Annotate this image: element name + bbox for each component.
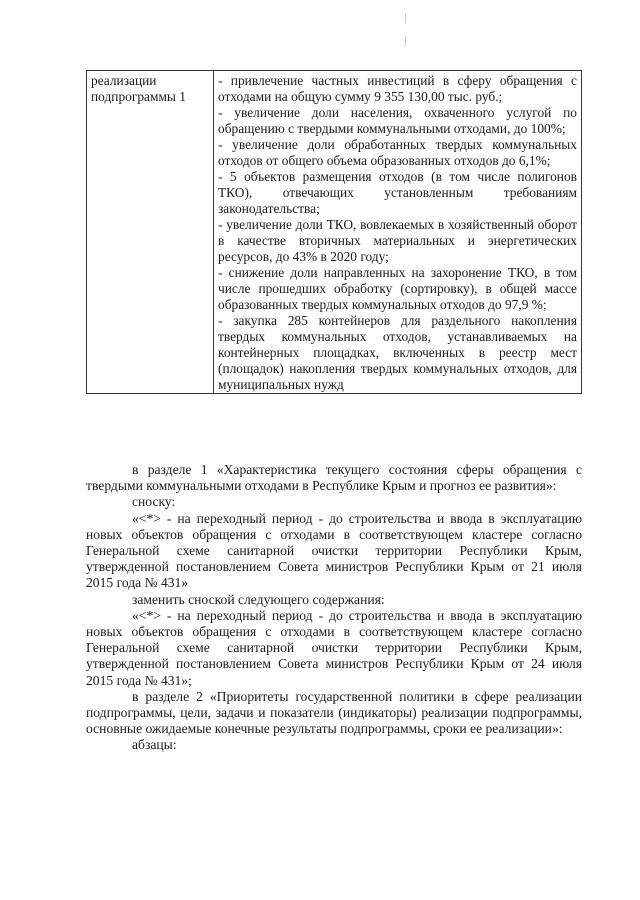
document-body [86,462,582,754]
table-left-cell [87,71,214,394]
paragraph: в разделе 1 «Характеристика текущего состояния сферы обращения с твердыми коммунальными отходами в Республике Крым и прогноз ее развития»: [86,462,582,494]
paragraph: «<*> - на переходный период - до строительства и ввода в эксплуатацию новых объектов обращения с отходами в соответствующем кластере согласно Генеральной схеме санитарной очистки территории Республики Крым, утвержденной постановлением Совета министров Республики Крым от 21 июля 2015 года № 431» [86,510,582,591]
paragraph: «<*> - на переходный период - до строительства и ввода в эксплуатацию новых объектов обращения с отходами в соответствующем кластере согласно Генеральной схеме санитарной очистки территории Республики Крым, утвержденной постановлением Совета министров Республики Крым от 24 июля 2015 года № 431»; [86,607,582,688]
table-row [87,71,582,394]
subprogram-results-table [86,70,582,394]
result-item: - увеличение доли ТКО, вовлекаемых в хозяйственный оборот в качестве вторичных материальных и энергетических ресурсов, до 43% в 2020 году; [218,217,577,264]
result-item: - закупка 285 контейнеров для раздельного накопления твердых коммунальных отходов, устанавливаемых на контейнерных площадках, включенных в реестр мест (площадок) накопления твердых коммунальных отходов, для муниципальных нужд [218,313,577,392]
paragraph: заменить сноской следующего содержания: [132,591,385,607]
left-cell-label: реализации подпрограммы 1 [91,73,186,104]
result-item: - снижение доли направленных на захоронение ТКО, в том числе прошедших обработку (сортировку), в общей массе образованных твердых коммунальных отходов до 97,9 %; [218,265,577,312]
scan-mark [405,14,406,23]
table-right-cell [214,71,582,394]
paragraph: абзацы: [132,737,177,753]
scan-mark [405,36,406,46]
paragraph: в разделе 2 «Приоритеты государственной политики в сфере реализации подпрограммы, цели, задачи и показатели (индикаторы) реализации подпрограммы, основные ожидаемые конечные результаты подпрограммы, сроки ее реализации»: [86,688,582,737]
result-item: - увеличение доли обработанных твердых коммунальных отходов от общего объема образованных отходов до 6,1%; [218,137,577,168]
result-item: - привлечение частных инвестиций в сферу обращения с отходами на общую сумму 9 355 130,00 тыс. руб.; [218,73,577,104]
result-item: - увеличение доли населения, охваченного услугой по обращению с твердыми коммунальными отходами, до 100%; [218,105,577,136]
result-item: - 5 объектов размещения отходов (в том числе полигонов ТКО), отвечающих установленным требованиям законодательства; [218,169,577,216]
paragraph: сноску: [132,494,176,510]
